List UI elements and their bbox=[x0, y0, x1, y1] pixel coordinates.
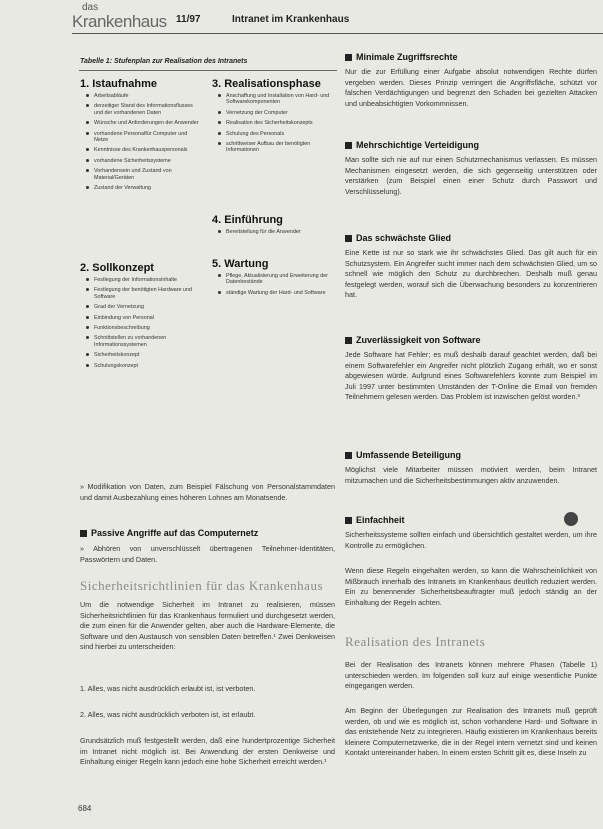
right-heading-1 bbox=[345, 52, 458, 62]
stage-list-item: Realisation des Sicherheitskonzepts bbox=[212, 120, 334, 126]
left-paragraph-2: » Abhören von unverschlüsselt übertragenen Teilnehmer-Identitäten, Passwörtern und Daten. bbox=[80, 544, 335, 564]
cursor-dot-icon bbox=[564, 512, 578, 526]
stage-list-item: Bereitstellung für die Anwender bbox=[212, 229, 334, 235]
stage-list bbox=[212, 93, 334, 154]
right-heading-4 bbox=[345, 335, 481, 345]
heading-text: Mehrschichtige Verteidigung bbox=[356, 140, 480, 150]
heading-text: Passive Angriffe auf das Computernetz bbox=[91, 528, 259, 538]
right-heading-2 bbox=[345, 140, 479, 150]
right-heading-5 bbox=[345, 450, 461, 460]
right-paragraph-8: Bei der Realisation des Intranets können mehrere Phasen (Tabelle 1) unterschieden werden. Im folgenden soll kurz auf einige wesentliche Punkte eingegangen werden. bbox=[345, 660, 597, 690]
right-paragraph-9: Am Beginn der Überlegungen zur Realisation des Intranets muß geprüft werden, ob und wie es möglich ist, schon vorhandene Hard- und Software in das entstehende Netz zu integrieren. Häufig existieren im Krankenhaus bereits kleinere Computernetzwerke, die in der Regel intern vernetzt sind und keinen Kontakt untereinander haben. In einem ersten Schritt gilt es, diese Inseln zu bbox=[345, 706, 597, 757]
issue-number: 11/97 bbox=[176, 14, 201, 25]
heading-square-icon bbox=[345, 142, 352, 149]
heading-text: Das schwächste Glied bbox=[356, 233, 452, 243]
section-title: Intranet im Krankenhaus bbox=[232, 14, 350, 25]
left-paragraph-4: 1. Alles, was nicht ausdrücklich erlaubt ist, ist verboten. bbox=[80, 684, 256, 693]
stage-list-item: ständige Wartung der Hard- und Software bbox=[212, 290, 334, 296]
stage-list-item: Festlegung der Informationsinhalte bbox=[80, 277, 202, 283]
stage-title: 4. Einführung bbox=[212, 214, 283, 226]
right-paragraph-7: Wenn diese Regeln eingehalten werden, so kann die Wahrscheinlichkeit von Mißbrauch innerhalb des Intranets im Krankenhaus deutlich reduziert werden. Ein zu benennender Sicherheitsbeauftragter muß jedoch ständig an der Einhaltung der Regeln achten. bbox=[345, 566, 597, 607]
heading-square-icon bbox=[345, 517, 352, 524]
stage-list-item: Vernetzung der Computer bbox=[212, 110, 334, 116]
left-paragraph-1: » Modifikation von Daten, zum Beispiel Fälschung von Personalstammdaten und damit Ausbezahlung eines höheren Lohnes am Monatsende. bbox=[80, 482, 335, 502]
table-caption: Tabelle 1: Stufenplan zur Realisation des Intranets bbox=[80, 58, 248, 65]
heading-text: Zuverlässigkeit von Software bbox=[356, 335, 481, 345]
stage-list bbox=[80, 277, 202, 369]
stage-list-item: Schulung des Personals bbox=[212, 131, 334, 137]
heading-square-icon bbox=[345, 235, 352, 242]
stage-list-item: Funktionsbeschreibung bbox=[80, 325, 202, 331]
heading-square-icon bbox=[345, 54, 352, 61]
heading-square-icon bbox=[80, 530, 87, 537]
left-section-heading: Sicherheitsrichtlinien für das Krankenhaus bbox=[80, 578, 324, 593]
left-paragraph-5: 2. Alles, was nicht ausdrücklich verboten ist, ist erlaubt. bbox=[80, 710, 256, 719]
stage-list-item: Wünsche und Anforderungen der Anwender bbox=[80, 120, 202, 126]
heading-text: Umfassende Beteiligung bbox=[356, 450, 462, 460]
stage-2 bbox=[80, 262, 202, 373]
stage-list-item: Kenntnisse des Krankenhauspersonals bbox=[80, 147, 202, 153]
heading-text: Einfachheit bbox=[356, 515, 405, 525]
stage-title: 3. Realisationsphase bbox=[212, 78, 321, 90]
stage-list-item: Einbindung von Personal bbox=[80, 315, 202, 321]
stage-list bbox=[80, 93, 202, 191]
right-heading-6 bbox=[345, 515, 405, 525]
heading-text: Minimale Zugriffsrechte bbox=[356, 52, 458, 62]
right-heading-3 bbox=[345, 233, 451, 243]
right-paragraph-4: Jede Software hat Fehler; es muß deshalb darauf geachtet werden, daß bei einem Softwarefehler ein Angreifer nicht plötzlich Zugang erhält, wo er sonst abgewiesen würde. Aufgrund eines Softwarefehlers konnte zum Beispiel im Juli 1997 unter bestimmten Umständen der T-Online die Email von fremden Teilnehmern gelesen werden. Das Problem ist inzwischen gelöst worden.³ bbox=[345, 350, 597, 401]
stage-1 bbox=[80, 78, 202, 195]
stage-title: 2. Sollkonzept bbox=[80, 262, 154, 274]
stage-list-item: Arbeitsabläufe bbox=[80, 93, 202, 99]
logo-small-text: das bbox=[82, 2, 99, 13]
right-paragraph-1: Nur die zur Erfüllung einer Aufgabe absolut notwendigen Rechte dürfen vergeben werden. Dieses Prinzip verringert die Angriffsfläche, schützt vor falschen Verdächtigungen und begrenzt den Schaden bei gezielten Attacken und unbeabsichtigten Vorkommnissen. bbox=[345, 67, 597, 108]
stage-3 bbox=[212, 78, 334, 158]
stage-list-item: Grad der Vernetzung bbox=[80, 304, 202, 310]
right-paragraph-2: Man sollte sich nie auf nur einen Schutzmechanismus verlassen. Es müssen Mechanismen eingesetzt werden, die sich gegenseitig unterstützen oder verstärken (zum Beispiel einen einer Schutz durch Passwort und Verschlüsselung). bbox=[345, 155, 597, 196]
heading-square-icon bbox=[345, 337, 352, 344]
stage-list-item: Festlegung der benötigten Hardware und Software bbox=[80, 287, 202, 300]
stage-list-item: Schnittstellen zu vorhandenen Informationssystemen bbox=[80, 335, 202, 348]
logo-big-text: Krankenhaus bbox=[72, 12, 167, 31]
stage-list bbox=[212, 229, 334, 235]
right-section-heading: Realisation des Intranets bbox=[345, 634, 486, 649]
left-paragraph-3: Um die notwendige Sicherheit im Intranet zu realisieren, müssen Sicherheitsrichtlinien für das Krankenhaus formuliert und durchgesetzt werden, die zum einen für die Anwender gelten, aber auch die Hardware-Elemente, die Software und den Austausch von sensiblen Daten betreffen.¹ Zwei Denkweisen sind hierbei zu unterscheiden: bbox=[80, 600, 335, 651]
stage-list-item: Zustand der Verwaltung bbox=[80, 185, 202, 191]
page-header bbox=[72, 2, 603, 34]
stage-list-item: Schulungskonzept bbox=[80, 363, 202, 369]
right-paragraph-5: Möglichst viele Mitarbeiter müssen motiviert werden, beim Intranet mitzumachen und die Sicherheitsbestimmungen aktiv anzuwenden. bbox=[345, 465, 597, 485]
page-number: 684 bbox=[78, 804, 92, 813]
right-paragraph-3: Eine Kette ist nur so stark wie ihr schwächstes Glied. Das gilt auch für ein Schutzsystem. Ein Angreifer sucht immer nach dem schwächsten Glied, um so schnell wie möglich den Schutz zu durchbrechen. Deshalb muß genau festgelegt werden, worauf sich die Überwachung besonders zu konzentrieren hat. bbox=[345, 248, 597, 299]
right-paragraph-6: Sicherheitssysteme sollten einfach und übersichtlich gestaltet werden, um ihre Kontrolle zu ermöglichen. bbox=[345, 530, 597, 550]
stage-title: 5. Wartung bbox=[212, 258, 269, 270]
header-rule bbox=[72, 33, 603, 34]
stage-list bbox=[212, 273, 334, 296]
stage-list-item: derzeitiger Stand des Informationsflusses und der vorhandenen Daten bbox=[80, 103, 202, 116]
stage-4 bbox=[212, 214, 334, 239]
stage-title: 1. Istaufnahme bbox=[80, 78, 158, 90]
stage-list-item: Pflege, Aktualisierung und Erweiterung der Datenbestände bbox=[212, 273, 334, 286]
stage-list-item: Sicherheitskonzept bbox=[80, 352, 202, 358]
stage-list-item: Vorhandensein und Zustand von Material/Geräten bbox=[80, 168, 202, 181]
heading-square-icon bbox=[345, 452, 352, 459]
stage-list-item: Anschaffung und Installation von Hard- und Softwarekomponenten bbox=[212, 93, 334, 106]
stage-list-item: vorhandene Personalfür Computer und Netze bbox=[80, 131, 202, 144]
left-heading-passive bbox=[80, 528, 258, 538]
stage-5 bbox=[212, 258, 334, 300]
stage-list-item: schrittweiser Aufbau der benötigten Informationen bbox=[212, 141, 334, 154]
left-paragraph-6: Grundsätzlich muß festgestellt werden, daß eine hundertprozentige Sicherheit im Intranet nicht möglich ist. Bei Anwendung der ersten Denkweise und Einhaltung einiger Regeln kann jedoch eine hohe Sicherheit erreicht werden.¹ bbox=[80, 736, 335, 766]
stage-list-item: vorhandene Sicherheitssysteme bbox=[80, 158, 202, 164]
